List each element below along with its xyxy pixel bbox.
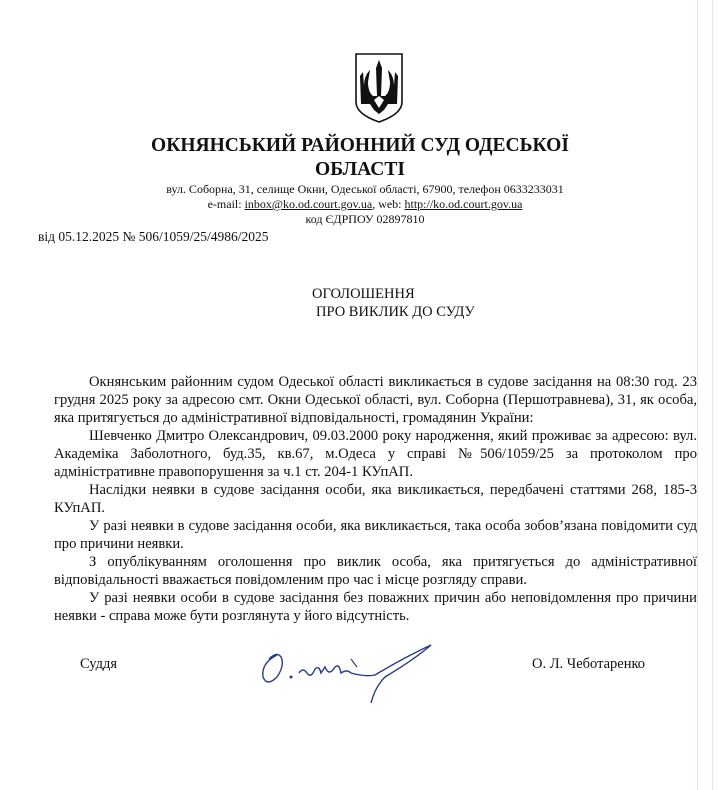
paragraph: Наслідки неявки в судове засідання особи, яка викликається, передбачені статтями 268, 185-3 КУпАП. bbox=[54, 482, 697, 516]
web-label: , web: bbox=[372, 197, 405, 211]
coat-of-arms-icon bbox=[354, 52, 404, 124]
court-address: вул. Соборна, 31, селище Окни, Одеської області, 67900, телефон 0633233031 bbox=[166, 182, 564, 196]
paragraph: З опублікуванням оголошення про виклик особа, яка притягується до адміністративної відповідальності вважається повідомленим про час і місце розгляду справи. bbox=[54, 554, 697, 588]
paragraph: Окнянським районним судом Одеської області викликається в судове засідання на 08:30 год. 23 грудня 2025 року за адресою смт. Окни Одеської області, вул. Соборна (Першотравнева), 31, як особа, яка притягується до адміністративної відповідальності, громадянин України: bbox=[54, 374, 697, 426]
document-heading: ОГОЛОШЕННЯ bbox=[312, 286, 415, 302]
paragraph: У разі неявки в судове засідання особи, яка викликається, така особа зобов’язана повідомити суд про причини неявки. bbox=[54, 518, 697, 552]
paragraph: У разі неявки особи в судове засідання без поважних причин або неповідомлення про причини неявки - справа може бути розглянута у його відсутність. bbox=[54, 590, 697, 624]
document-subheading: ПРО ВИКЛИК ДО СУДУ bbox=[316, 304, 475, 320]
paragraph: Шевченко Дмитро Олександрович, 09.03.2000 року народження, який проживає за адресою: вул. Академіка Заболотного, буд.35, кв.67, м.Одеса у справі №506/1059/25 за протоколом про адміністративне правопорушення за ч.1 ст. 204-1 КУпАП. bbox=[54, 428, 697, 480]
court-contacts bbox=[130, 197, 600, 212]
court-name: ОКНЯНСЬКИЙ РАЙОННИЙ СУД ОДЕСЬКОЇ ОБЛАСТІ bbox=[151, 135, 569, 180]
document-reference: від 05.12.2025 № 506/1059/25/4986/2025 bbox=[38, 229, 269, 244]
email-link[interactable]: inbox@ko.od.court.gov.ua bbox=[244, 197, 373, 211]
email-label: e-mail: bbox=[207, 197, 245, 211]
judge-name: О. Л. Чеботаренко bbox=[532, 656, 646, 672]
notice-body bbox=[54, 373, 697, 625]
signature-row bbox=[0, 637, 719, 707]
signature-role: Суддя bbox=[80, 656, 118, 672]
web-link[interactable]: http://ko.od.court.gov.ua bbox=[404, 197, 523, 211]
handwritten-signature bbox=[255, 637, 455, 707]
edrpou-code: код ЄДРПОУ 02897810 bbox=[305, 212, 425, 226]
